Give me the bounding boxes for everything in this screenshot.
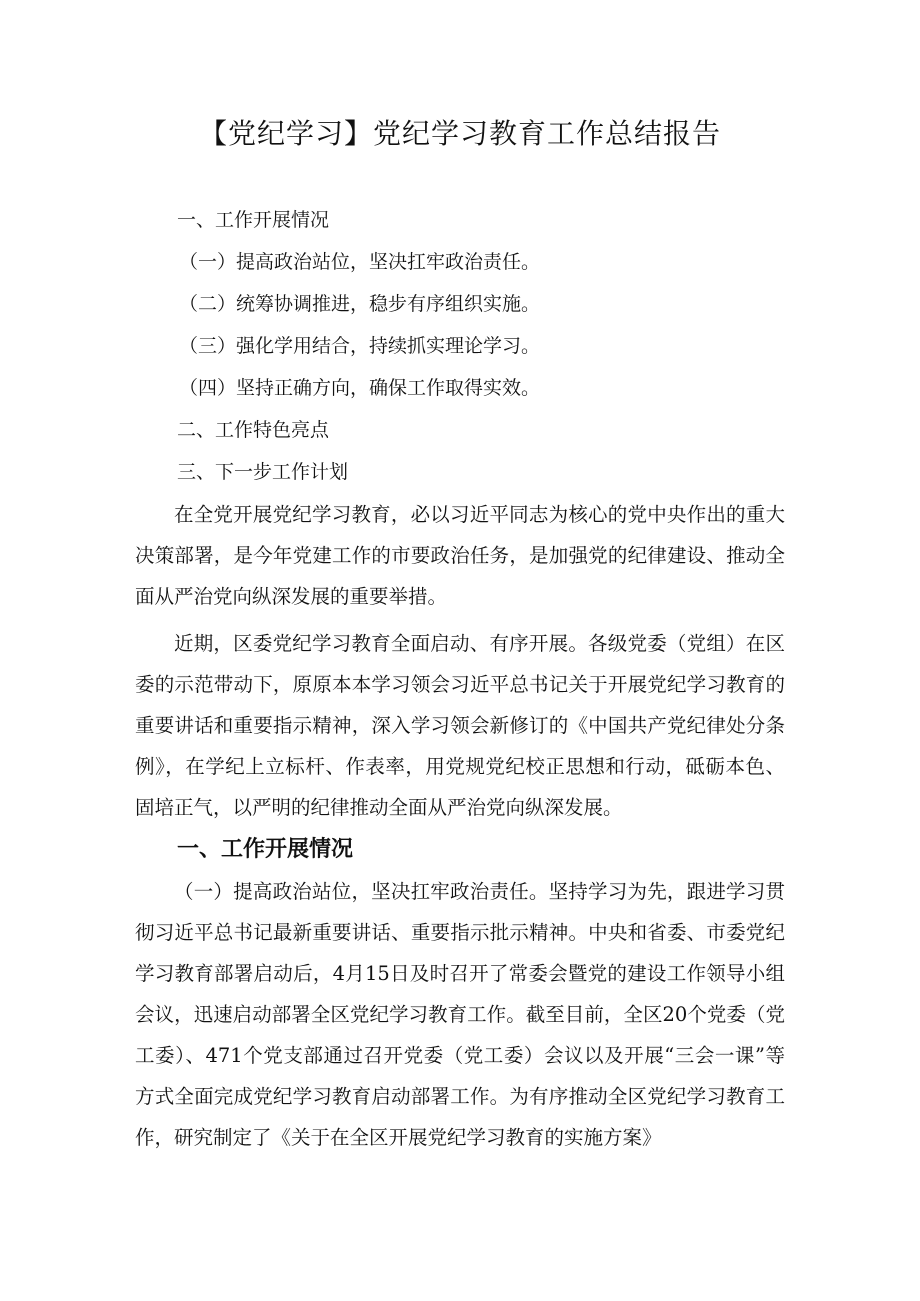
outline-item: 二、工作特色亮点 <box>177 419 330 441</box>
section-paragraph: （一）提高政治站位，坚决扛牢政治责任。坚持学习为先，跟进学习贯彻习近平总书记最新重要讲话、重要指示批示精神。中央和省委、市委党纪学习教育部署启动后，4月15日及时召开了常委会暨党的建设工作领导小组会议，迅速启动部署全区党纪学习教育工作。截至目前，全区20个党委（党工委）、471个党支部通过召开党委（党工委）会议以及开展“三会一课”等方式全面完成党纪学习教育启动部署工作。为有序推动全区党纪学习教育工作，研究制定了《关于在全区开展党纪学习教育的实施方案》 <box>135 880 785 1149</box>
section-heading: 一、工作开展情况 <box>177 837 354 862</box>
document-title: 【党纪学习】党纪学习教育工作总结报告 <box>198 117 721 150</box>
intro-paragraph: 近期，区委党纪学习教育全面启动、有序开展。各级党委（党组）在区委的示范带动下，原原本本学习领会习近平总书记关于开展党纪学习教育的重要讲话和重要指示精神，深入学习领会新修订的《中国共产党纪律处分条例》，在学纪上立标杆、作表率，用党规党纪校正思想和行动，砥砺本色、固培正气，以严明的纪律推动全面从严治党向纵深发展。 <box>135 632 785 819</box>
outline-item: （二）统筹协调推进，稳步有序组织实施。 <box>179 293 541 315</box>
outline-item: 三、下一步工作计划 <box>177 461 349 483</box>
intro-section <box>135 494 785 828</box>
outline-item: （四）坚持正确方向，确保工作取得实效。 <box>179 377 541 399</box>
intro-paragraph: 在全党开展党纪学习教育，必以习近平同志为核心的党中央作出的重大决策部署，是今年党建工作的市要政治任务，是加强党的纪律建设、推动全面从严治党向纵深发展的重要举措。 <box>135 503 785 608</box>
outline-item: （三）强化学用结合，持续抓实理论学习。 <box>179 335 541 357</box>
outline-item: 一、工作开展情况 <box>177 209 330 231</box>
section-body <box>135 871 785 1158</box>
outline-item: （一）提高政治站位，坚决扛牢政治责任。 <box>179 251 541 273</box>
